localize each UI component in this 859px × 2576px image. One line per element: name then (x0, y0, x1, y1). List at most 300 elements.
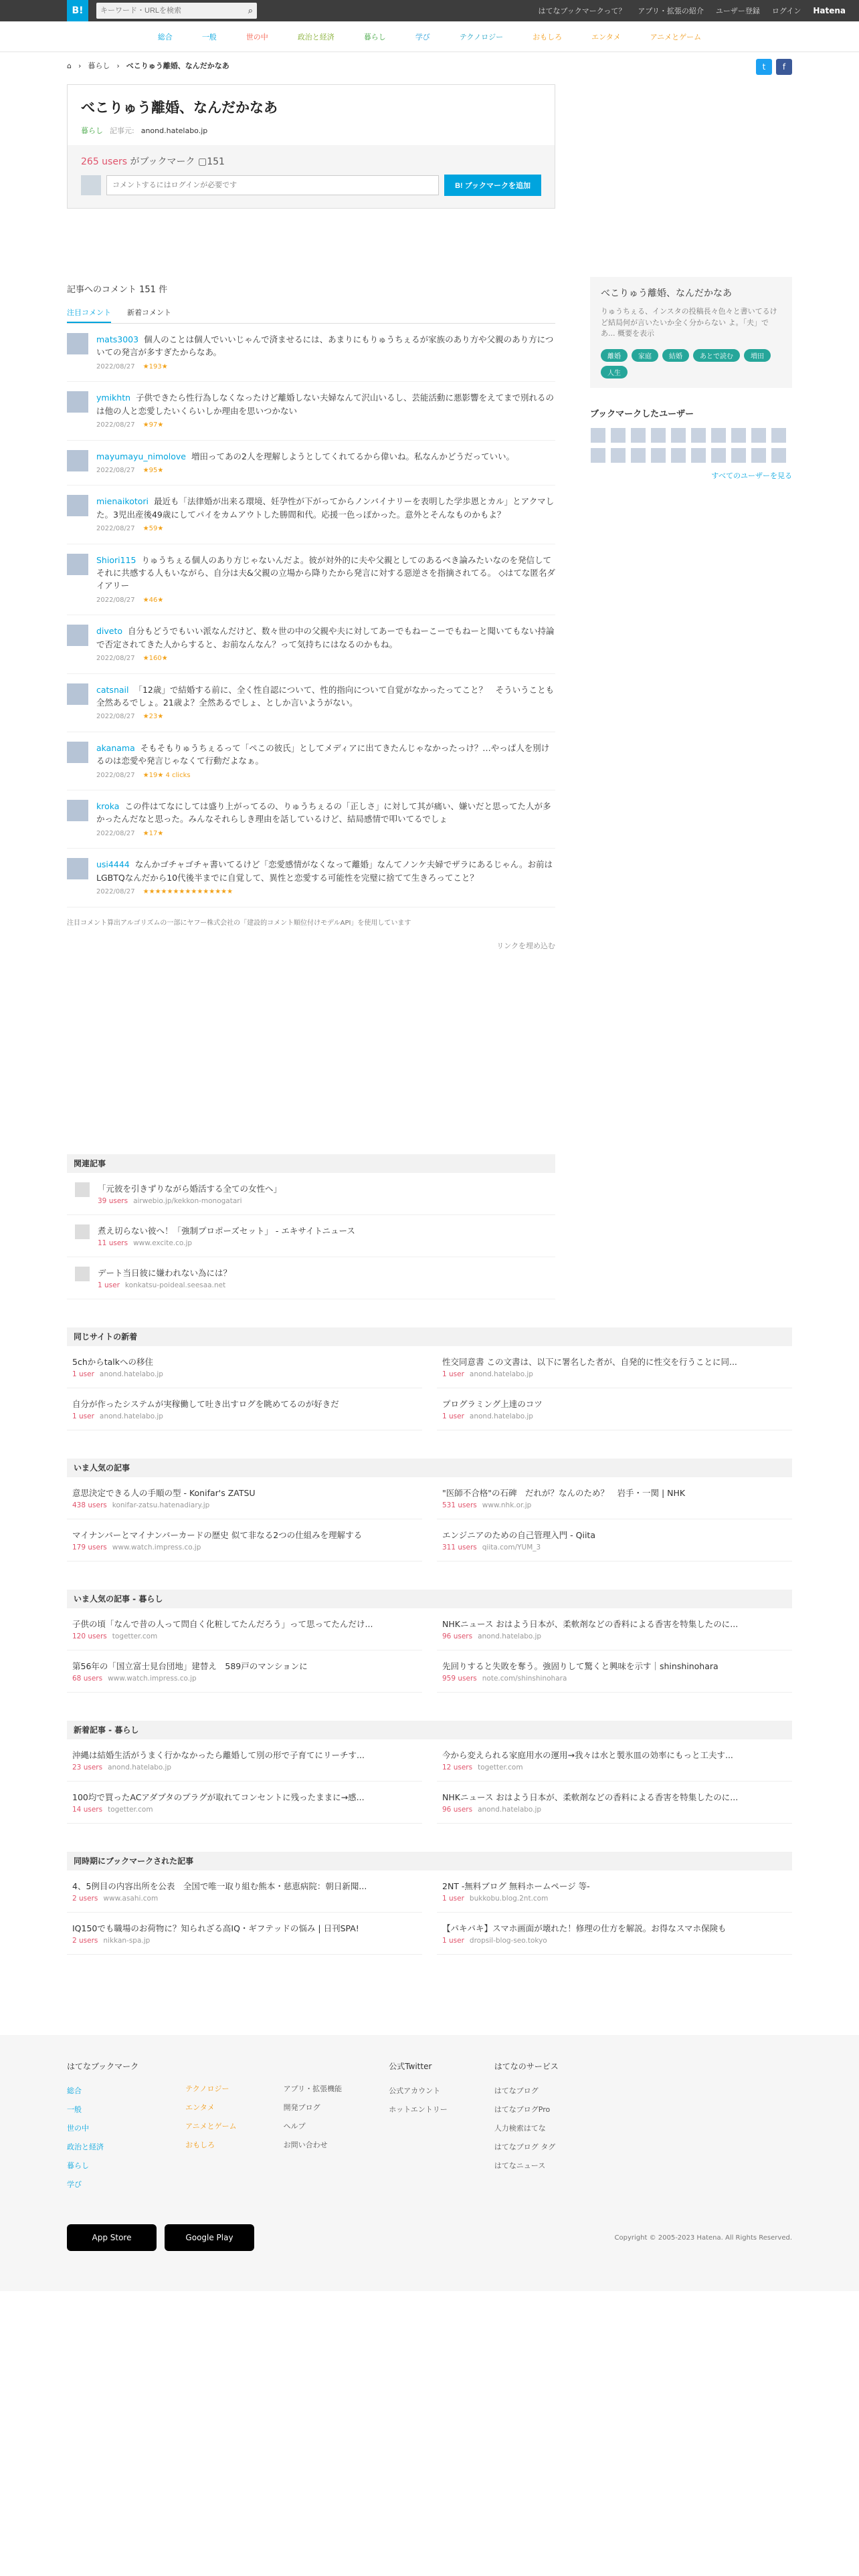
user-icon[interactable] (731, 427, 747, 443)
hatebu-logo[interactable]: B! (67, 0, 88, 21)
comment-item (67, 732, 555, 790)
entry-item-users[interactable]: 1 user (442, 1370, 464, 1378)
user-icon[interactable] (610, 447, 626, 463)
entry-item[interactable] (67, 1870, 422, 1913)
source-label: 記事元: (110, 126, 134, 135)
entry-item[interactable] (437, 1477, 792, 1519)
entry-item-title[interactable]: 自分が作ったシステムが実稼働して吐き出すログを眺めてるのが好きだ (72, 1398, 339, 1409)
entry-item-domain[interactable]: togetter.com (112, 1632, 158, 1640)
user-avatar[interactable] (67, 450, 88, 471)
comment-body (96, 800, 555, 839)
comment-date[interactable]: 2022/08/27 (96, 596, 135, 604)
entry-item-users[interactable]: 68 users (72, 1674, 103, 1683)
entry-item-users[interactable]: 12 users (442, 1763, 473, 1772)
entry-item-domain[interactable]: anond.hatelabo.jp (99, 1412, 163, 1420)
summary-title: べこりゅう離婚、なんだかなあ (601, 288, 732, 299)
related-users[interactable]: 11 users (98, 1239, 128, 1247)
footer-link[interactable]: 開発ブログ (283, 2103, 320, 2112)
comment-body (96, 625, 555, 663)
comment-user[interactable]: ymikhtn (96, 393, 131, 403)
comment-user[interactable]: Shiori115 (96, 554, 136, 565)
top-link-login[interactable]: ログイン (771, 7, 801, 15)
comment-text: 最近も「法律婚が出来る環境、妊孕性が下がってからノンバイナリーを表明した学歩恩とカル」とアクマした。3児出産後49歳にしてパイをカムアウトした勝間和代。応援一色っぽかった。意外とそんなものかもよ？ (96, 496, 555, 520)
related-title[interactable]: デート当日彼に嫌われない為には？ (98, 1267, 232, 1278)
entry-box (67, 84, 555, 209)
entry-item-domain[interactable]: note.com/shinshinohara (482, 1674, 567, 1683)
comment-item (67, 324, 555, 382)
footer-link[interactable]: おもしろ (185, 2140, 215, 2149)
comment-body (96, 495, 555, 534)
footer-link[interactable]: 政治と経済 (67, 2142, 104, 2151)
tag-chip[interactable]: 増田 (744, 349, 771, 362)
user-icon[interactable] (771, 427, 787, 443)
related-section (67, 1154, 555, 1299)
user-icon-grid (590, 427, 792, 463)
entry-item[interactable] (437, 1388, 792, 1430)
comment-body (96, 742, 555, 780)
avatar (81, 175, 101, 195)
related-thumbnail (75, 1182, 90, 1197)
embed-link[interactable]: リンクを埋め込む (496, 941, 555, 950)
user-icon[interactable] (751, 427, 767, 443)
share-buttons (756, 59, 792, 75)
search-box[interactable] (96, 3, 257, 19)
entry-item-domain[interactable]: www.nhk.or.jp (482, 1501, 532, 1509)
entry-item-users[interactable]: 2 users (72, 1894, 98, 1903)
summary-text[interactable]: りゅうちぇる、インスタの投稿長々色々と書いてるけど結局何が言いたいか全く分からない よ。「夫」であ... 概要を表示 (601, 307, 777, 338)
entry-item-title[interactable]: プログラミング上達のコツ (442, 1398, 543, 1409)
footer-link[interactable]: 世の中 (67, 2123, 89, 2133)
comment-text: 増田ってあの2人を理解しようとしてくれてるから偉いね。私なんかどうだっていい。 (191, 451, 514, 461)
comment-user[interactable]: mayumayu_nimolove (96, 451, 186, 461)
comment-meta (96, 653, 555, 664)
comment-body (96, 554, 555, 606)
comment-date[interactable]: 2022/08/27 (96, 713, 135, 721)
comment-stars[interactable]: ★193★ (142, 362, 168, 370)
entry-item[interactable] (67, 1650, 422, 1693)
user-icon[interactable] (610, 427, 626, 443)
user-icon[interactable] (590, 427, 606, 443)
comment-stars[interactable]: ★160★ (142, 655, 168, 662)
tag-chip[interactable]: あとで読む (693, 349, 740, 362)
entry-item-domain[interactable]: anond.hatelabo.jp (469, 1412, 533, 1420)
entry-item[interactable] (437, 1739, 792, 1782)
footer-link[interactable]: アニメとゲーム (185, 2121, 237, 2131)
related-domain[interactable]: konkatsu-poideal.seesaa.net (124, 1281, 226, 1289)
user-icon[interactable] (731, 447, 747, 463)
comment-meta (96, 770, 555, 781)
footer-link[interactable]: はてなブログPro (494, 2105, 551, 2114)
same-time-section (67, 1852, 792, 1955)
tab-new[interactable]: 新着コメント (127, 308, 171, 317)
comment-user[interactable]: mienaikotori (96, 496, 149, 507)
entry-item-domain[interactable]: nikkan-spa.jp (103, 1936, 151, 1945)
comment-meta (96, 595, 555, 606)
footer-link[interactable]: テクノロジー (185, 2084, 229, 2093)
entry-item-users[interactable]: 1 user (72, 1412, 94, 1420)
comment-count: 151 (207, 156, 225, 167)
entry-item-domain[interactable]: www.watch.impress.co.jp (108, 1674, 197, 1683)
related-users[interactable]: 1 user (98, 1281, 120, 1289)
comment-item (67, 382, 555, 440)
comment-item (67, 544, 555, 616)
comment-user[interactable]: catsnail (96, 684, 129, 695)
entry-item-meta (442, 1763, 787, 1772)
footer-link[interactable]: 一般 (67, 2105, 82, 2114)
copyright: Copyright © 2005-2023 Hatena. All Rights Reserved. (614, 2234, 792, 2242)
comment-meta (96, 887, 555, 897)
sidebar (590, 79, 792, 481)
entry-item-domain[interactable]: anond.hatelabo.jp (469, 1370, 533, 1378)
comment-text: りゅうちぇる個人のあり方じゃないんだよ。彼が対外的に夫や父親としてのあるべき論みたいなのを発信してそれに共感する人もいながら、自分は夫&父親の立場から降りたから発言に対する惡逆さを指摘されてる。 ◇はてな匿名ダイアリー (96, 554, 555, 591)
comment-body (96, 858, 555, 897)
entry-title[interactable]: べこりゅう離婚、なんだかなあ (81, 100, 278, 116)
comment-text: 「12歳」で結婚する前に、全く性自認について、性的指向について自覚がなかったってこと？ そういうことも全然あるでしょ。21歳よ？全然あるでしょ、としか言いようがない。 (96, 684, 555, 708)
new-life-section (67, 1721, 792, 1824)
entry-item-title[interactable]: 2NT -無料ブログ 無料ホームページ 等- (442, 1881, 590, 1891)
user-icon[interactable] (690, 447, 706, 463)
footer-link[interactable]: 総合 (67, 2086, 82, 2095)
comment-input[interactable] (106, 175, 439, 195)
nav-item-6[interactable]: テクノロジー (459, 32, 504, 41)
entry-item-meta (72, 1501, 417, 1509)
tag-chip[interactable]: 家庭 (632, 349, 658, 362)
tag-chip[interactable]: 人生 (601, 366, 628, 379)
comment-user[interactable]: akanama (96, 742, 135, 753)
footer-heading-services: はてなのサービス (494, 2061, 559, 2071)
search-input[interactable] (100, 7, 248, 15)
entry-item-domain[interactable]: konifar-zatsu.hatenadiary.jp (112, 1501, 210, 1509)
comment-meta (96, 829, 555, 839)
user-icon[interactable] (590, 447, 606, 463)
user-avatar[interactable] (67, 742, 88, 763)
entry-item-domain[interactable]: anond.hatelabo.jp (108, 1763, 172, 1772)
user-icon[interactable] (710, 447, 727, 463)
nav-item-4[interactable]: 暮らし (363, 32, 386, 41)
footer-link[interactable]: ホットエントリー (389, 2105, 448, 2114)
home-icon[interactable]: ⌂ (67, 61, 72, 70)
comment-stars[interactable]: ★19★ 4 clicks (142, 771, 191, 779)
comment-stars[interactable]: ★97★ (142, 421, 164, 429)
popular-life-section (67, 1590, 792, 1693)
top-link-register[interactable]: ユーザー登録 (715, 7, 760, 15)
entry-item-title[interactable]: IQ150でも職場のお荷物に？知られざる高IQ・ギフテッドの悩み | 日刊SPA! (72, 1923, 359, 1933)
main-column (67, 79, 555, 1299)
user-icon[interactable] (630, 447, 646, 463)
related-meta (98, 1239, 355, 1247)
entry-item-meta (72, 1370, 417, 1378)
entry-item-title[interactable]: 子供の頃「なんで昔の人って問自く化粧してたんだろう」って思ってたんだけ... (72, 1618, 373, 1629)
entry-item-domain[interactable]: anond.hatelabo.jp (478, 1632, 542, 1640)
user-icon[interactable] (650, 447, 666, 463)
entry-item-meta (442, 1806, 787, 1814)
comments-heading: 記事へのコメント 151 件 (67, 285, 168, 295)
entry-item-domain[interactable]: www.asahi.com (103, 1894, 159, 1903)
top-link-apps[interactable]: アプリ・拡張の紹介 (638, 7, 704, 15)
related-item[interactable] (67, 1215, 555, 1257)
bookmark-users-heading: ブックマークしたユーザー (590, 409, 694, 419)
nav-item-3[interactable]: 政治と経済 (297, 32, 335, 41)
entry-item-title[interactable]: 意思決定できる人の手順の型 - Konifar's ZATSU (72, 1487, 256, 1498)
entry-item-users[interactable]: 14 users (72, 1805, 103, 1814)
entry-item[interactable] (67, 1913, 422, 1955)
user-avatar[interactable] (67, 858, 88, 879)
entry-item-meta (442, 1501, 787, 1509)
user-avatar[interactable] (67, 495, 88, 516)
user-icon[interactable] (670, 427, 686, 443)
entry-item-title[interactable]: 【パキパキ】スマホ画面が壊れた！修理の仕方を解説。お得なスマホ保険も (442, 1923, 727, 1933)
entry-item-title[interactable]: NHKニュース おはよう日本が、柔軟剤などの香料による香害を特集したのに... (442, 1618, 739, 1629)
entry-item-meta (72, 1895, 417, 1903)
tag-list (601, 349, 781, 379)
comment-user[interactable]: usi4444 (96, 859, 130, 870)
entry-item[interactable] (67, 1782, 422, 1824)
entry-item-title[interactable]: 今から変えられる家庭用水の運用→我々は水と製氷皿の効率にもっと工夫す... (442, 1749, 733, 1760)
footer-link[interactable]: エンタメ (185, 2103, 215, 2112)
nav-item-9[interactable]: アニメとゲーム (650, 32, 702, 41)
related-users[interactable]: 39 users (98, 1196, 128, 1205)
user-icon[interactable] (630, 427, 646, 443)
entry-item-meta (72, 1806, 417, 1814)
entry-item[interactable] (67, 1388, 422, 1430)
user-avatar[interactable] (67, 683, 88, 705)
tab-featured[interactable]: 注目コメント (67, 303, 111, 323)
entry-item-users[interactable]: 96 users (442, 1632, 473, 1640)
footer-link[interactable]: 暮らし (67, 2161, 89, 2170)
entry-item-title[interactable]: "医師不合格"の石碑 だれが？なんのため？ 岩手・一関 | NHK (442, 1487, 686, 1498)
entry-item-users[interactable]: 1 user (442, 1412, 464, 1420)
breadcrumb-title: べこりゅう離婚、なんだかなあ (126, 62, 229, 70)
related-domain[interactable]: airwebio.jp/kekkon-monogatari (133, 1196, 242, 1205)
entry-item-title[interactable]: 沖縄は結婚生活がうまく行かなかったら離婚して別の形で子育てにリーチす... (72, 1749, 365, 1760)
footer-heading-twitter: 公式Twitter (389, 2061, 432, 2071)
comment-user[interactable]: diveto (96, 626, 123, 637)
comment-date[interactable]: 2022/08/27 (96, 466, 135, 474)
entry-item-meta (442, 1543, 787, 1551)
entry-item-users[interactable]: 23 users (72, 1763, 103, 1772)
entry-item[interactable] (437, 1913, 792, 1955)
add-bookmark-button[interactable]: B! ブックマークを追加 (444, 175, 541, 196)
comment-stars[interactable]: ★23★ (142, 713, 164, 721)
nav-item-0[interactable]: 総合 (157, 32, 173, 41)
top-bar (0, 0, 859, 21)
related-title[interactable]: 煮え切らない彼へ！「強制プロポーズセット」 - エキサイトニュース (98, 1225, 355, 1236)
user-avatar[interactable] (67, 625, 88, 646)
comment-user[interactable]: mats3003 (96, 334, 139, 344)
entry-item-meta (72, 1763, 417, 1772)
comment-date[interactable]: 2022/08/27 (96, 362, 135, 370)
new-life-heading: 新着記事 - 暮らし (67, 1721, 792, 1739)
comment-user[interactable]: kroka (96, 801, 120, 811)
footer-link[interactable]: 公式アカウント (389, 2086, 441, 2095)
comment-date[interactable]: 2022/08/27 (96, 829, 135, 837)
comment-stars[interactable]: ★★★★★★★★★★★★★★★ (142, 888, 233, 895)
user-icon[interactable] (650, 427, 666, 443)
entry-item-title[interactable]: 100均で買ったACアダプタのプラグが取れてコンセントに残ったままに→感... (72, 1792, 365, 1802)
related-domain[interactable]: www.excite.co.jp (133, 1239, 193, 1247)
comment-text: 子供できたら性行為しなくなったけど離婚しない夫婦なんて沢山いるし、芸能活動に悪影響をえてまで別れるのは他の人と恋愛したいくらいしか理由を思いつかない (96, 393, 555, 416)
footer-link[interactable]: アプリ・拡張機能 (283, 2084, 343, 2093)
entry-item-meta (442, 1675, 787, 1683)
user-avatar[interactable] (67, 333, 88, 354)
comment-text: そもそもりゅうちぇるって「ぺこの彼氏」としてメディアに出てきたんじゃなかったっけ？…やっぱ人を別けるのは恋愛や発言じゃなくて行動だよなぁ。 (96, 742, 550, 766)
user-icon[interactable] (670, 447, 686, 463)
entry-item-domain[interactable]: togetter.com (478, 1763, 523, 1772)
entry-item-users[interactable]: 959 users (442, 1674, 477, 1683)
entry-item-domain[interactable]: togetter.com (108, 1805, 153, 1814)
entry-item-domain[interactable]: anond.hatelabo.jp (99, 1370, 163, 1378)
user-icon[interactable] (751, 447, 767, 463)
related-item[interactable] (67, 1173, 555, 1215)
entry-item[interactable] (437, 1650, 792, 1693)
twitter-icon[interactable]: t (756, 59, 772, 75)
comment-date[interactable]: 2022/08/27 (96, 525, 135, 533)
entry-item-title[interactable]: エンジニアのための自己管理入門 - Qiita (442, 1529, 595, 1540)
comment-body (96, 333, 555, 372)
entry-item[interactable] (437, 1608, 792, 1650)
entry-item[interactable] (437, 1519, 792, 1562)
entry-item-meta (442, 1412, 787, 1420)
entry-item-users[interactable]: 120 users (72, 1632, 107, 1640)
comment-item (67, 486, 555, 544)
entry-item-domain[interactable]: bukkobu.blog.2nt.com (469, 1894, 549, 1903)
comment-date[interactable]: 2022/08/27 (96, 421, 135, 429)
user-avatar[interactable] (67, 554, 88, 575)
entry-item[interactable] (67, 1346, 422, 1388)
user-avatar[interactable] (67, 800, 88, 821)
entry-item-users[interactable]: 311 users (442, 1543, 477, 1551)
footer-link[interactable]: 人力検索はてな (494, 2123, 546, 2133)
app-store-badge[interactable]: App Store (67, 2224, 157, 2251)
user-icon[interactable] (710, 427, 727, 443)
tag-chip[interactable]: 離婚 (601, 349, 628, 362)
entry-item-users[interactable]: 179 users (72, 1543, 107, 1551)
comment-date[interactable]: 2022/08/27 (96, 888, 135, 895)
comment-text: 個人のことは個人でいいじゃんで済ませるには、あまりにもりゅうちぇるが家族のあり方や父親のあり方についての発言が多すぎたからなあ。 (96, 334, 554, 358)
nav-item-7[interactable]: おもしろ (533, 32, 563, 41)
nav-item-5[interactable]: 学び (415, 32, 430, 41)
entry-item-domain[interactable]: www.watch.impress.co.jp (112, 1543, 201, 1551)
entry-item-users[interactable]: 1 user (442, 1936, 464, 1945)
top-link-about[interactable]: はてなブックマークって？ (538, 7, 626, 15)
comment-item (67, 441, 555, 486)
same-site-section (67, 1327, 792, 1430)
entry-item-meta (442, 1895, 787, 1903)
nav-item-2[interactable]: 世の中 (246, 32, 268, 41)
hatena-brand[interactable]: Hatena (813, 6, 846, 15)
entry-item-title[interactable]: 先回りすると失敗を奪う。強固りして驚くと興味を示す｜shinshinohara (442, 1660, 719, 1671)
entry-item[interactable] (67, 1739, 422, 1782)
entry-item-users[interactable]: 1 user (72, 1370, 94, 1378)
footer-link[interactable]: はてなブログ (494, 2086, 539, 2095)
tag-chip[interactable]: 結婚 (662, 349, 689, 362)
footer-link[interactable]: お問い合わせ (283, 2140, 328, 2149)
footer-link[interactable]: はてなニュース (494, 2161, 546, 2170)
comment-item (67, 615, 555, 673)
comment-meta (96, 420, 555, 431)
user-icon[interactable] (771, 447, 787, 463)
entry-item-title[interactable]: 第56年の「国立富士見台団地」建替え 589戸のマンションに (72, 1660, 308, 1671)
popular-heading: いま人気の記事 (67, 1459, 792, 1477)
breadcrumb: ⌂ › 暮らし › べこりゅう離婚、なんだかなあ (67, 61, 229, 70)
related-thumbnail (75, 1224, 90, 1239)
related-item[interactable] (67, 1257, 555, 1299)
entry-item-title[interactable]: 4、5例目の内容出所を公表 全国で唯一取り組む熊本・慈恵病院：朝日新聞... (72, 1881, 367, 1891)
facebook-icon[interactable]: f (776, 59, 792, 75)
entry-item[interactable] (67, 1519, 422, 1562)
entry-item-title[interactable]: マイナンバーとマイナンバーカードの歴史 似て非なる2つの仕組みを理解する (72, 1529, 363, 1540)
entry-item-users[interactable]: 1 user (442, 1894, 464, 1903)
entry-item-domain[interactable]: qiita.com/YUM_3 (482, 1543, 541, 1551)
entry-item-users[interactable]: 438 users (72, 1501, 107, 1509)
bookmark-label: がブックマーク (130, 156, 195, 167)
comment-text: この件はてなにしては盛り上がってるの、りゅうちぇるの「正しさ」に対して其が痛い、嫌いだと思ってた人が多かったんだなと思った。みんなそれらしき理由を話しているけど、結局感情で叩いてるでしょ (96, 801, 551, 825)
entry-item-meta (72, 1937, 417, 1945)
related-thumbnail (75, 1267, 90, 1281)
comment-meta (96, 712, 555, 722)
entry-item[interactable] (67, 1608, 422, 1650)
related-title[interactable]: 「元彼を引きずりながら婚活する全ての女性へ」 (98, 1183, 282, 1194)
entry-item[interactable] (67, 1477, 422, 1519)
comment-stars[interactable]: ★17★ (142, 829, 164, 837)
footer-link[interactable]: はてなブログ タグ (494, 2142, 556, 2151)
comment-stars[interactable]: ★59★ (142, 525, 164, 533)
comment-stars[interactable]: ★46★ (142, 596, 164, 604)
nav-item-1[interactable]: 一般 (201, 32, 217, 41)
footer-link[interactable]: ヘルプ (283, 2121, 306, 2131)
user-icon[interactable] (690, 427, 706, 443)
comment-date[interactable]: 2022/08/27 (96, 771, 135, 779)
comment-meta (96, 362, 555, 372)
entry-item[interactable] (437, 1870, 792, 1913)
entry-item-domain[interactable]: anond.hatelabo.jp (478, 1805, 542, 1814)
entry-item-title[interactable]: NHKニュース おはよう日本が、柔軟剤などの香料による香害を特集したのに... (442, 1792, 739, 1802)
related-meta (98, 1197, 282, 1205)
comment-date[interactable]: 2022/08/27 (96, 655, 135, 662)
search-icon[interactable]: ⌕ (248, 5, 253, 16)
popular-section (67, 1459, 792, 1562)
google-play-badge[interactable]: Google Play (165, 2224, 254, 2251)
entry-item[interactable] (437, 1346, 792, 1388)
summary-box (590, 277, 792, 388)
nav-item-8[interactable]: エンタメ (591, 32, 621, 41)
comment-list (67, 324, 555, 907)
comment-item (67, 674, 555, 732)
algorithm-note: 注目コメント算出アルゴリズムの一部にヤフー株式会社の「建設的コメント順位付けモデルAPI」を使用しています (67, 919, 411, 927)
comment-text: 自分もどうでもいい派なんだけど、数々世の中の父親や夫に対してあーでもねーこーでもねーと聞いてもない持論で否定されてきた人からすると、お前なんなん？って気持ちにはなるのかもね。 (96, 626, 555, 649)
entry-item-users[interactable]: 531 users (442, 1501, 477, 1509)
entry-item-title[interactable]: 性交同意書 この文書は、以下に署名した者が、自発的に性交を行うことに同... (442, 1356, 737, 1367)
entry-item-users[interactable]: 96 users (442, 1805, 473, 1814)
entry-item-domain[interactable]: dropsil-blog-seo.tokyo (469, 1936, 547, 1945)
comment-stars[interactable]: ★95★ (142, 466, 164, 474)
same-site-heading: 同じサイトの新着 (67, 1327, 792, 1346)
footer (0, 2035, 859, 2291)
entry-category[interactable]: 暮らし (81, 126, 103, 135)
breadcrumb-category[interactable]: 暮らし (88, 62, 110, 70)
footer-link[interactable]: 学び (67, 2179, 82, 2189)
category-nav (0, 21, 859, 52)
source-domain[interactable]: anond.hatelabo.jp (140, 126, 208, 135)
entry-item-title[interactable]: 5chからtalkへの移住 (72, 1356, 154, 1367)
comment-tabs (67, 303, 555, 324)
bookmark-count[interactable]: 265 users (81, 156, 128, 167)
entry-item[interactable] (437, 1782, 792, 1824)
user-avatar[interactable] (67, 391, 88, 413)
entry-item-users[interactable]: 2 users (72, 1936, 98, 1945)
entry-item-meta (442, 1370, 787, 1378)
see-all-users-link[interactable]: すべてのユーザーを見る (711, 471, 792, 480)
